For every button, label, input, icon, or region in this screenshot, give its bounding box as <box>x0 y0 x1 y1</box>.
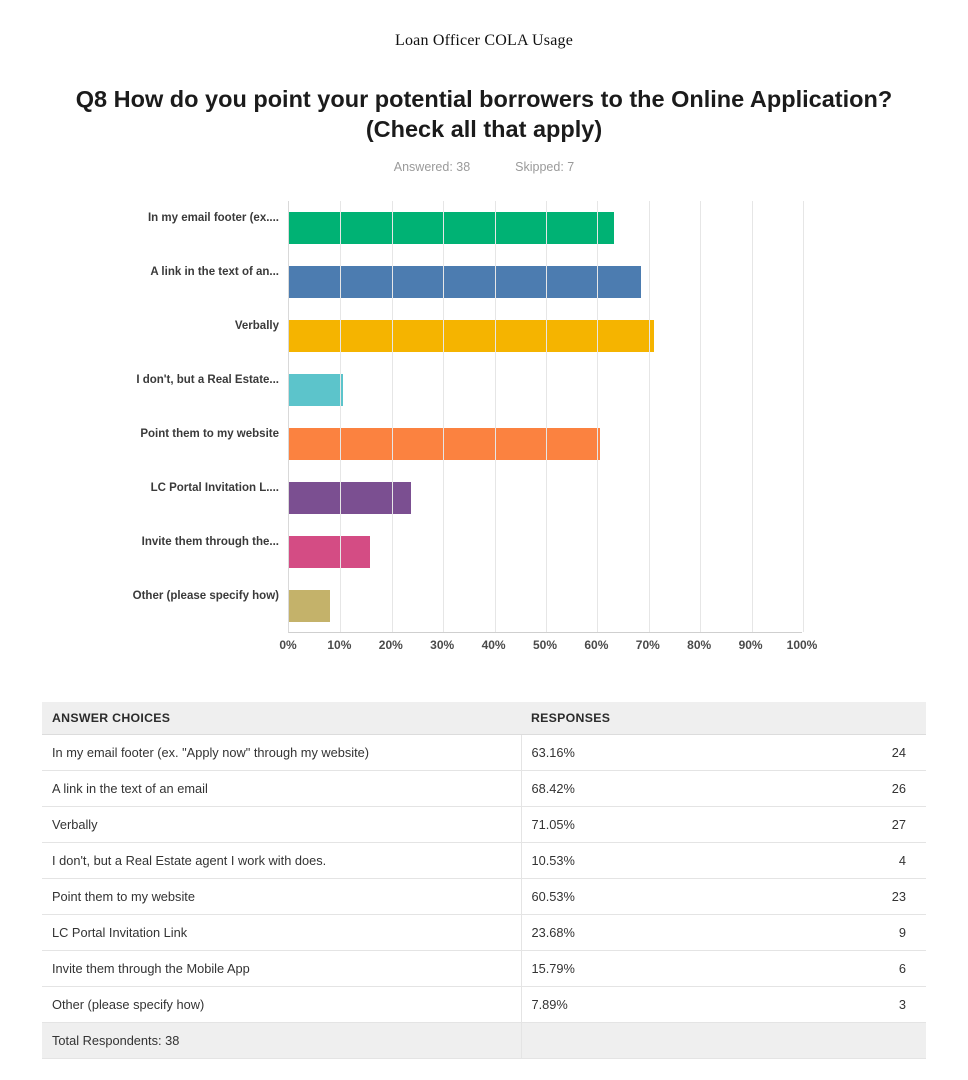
table-row <box>42 987 926 1023</box>
chart-bar <box>289 212 614 244</box>
chart-bar <box>289 374 343 406</box>
chart-category-label: Verbally <box>234 320 279 333</box>
chart-gridline <box>546 201 547 632</box>
table-row <box>42 735 926 771</box>
chart-category-label: Point them to my website <box>140 428 279 441</box>
cell-response-count: 24 <box>726 735 926 771</box>
table-row <box>42 843 926 879</box>
chart-x-axis <box>279 638 848 658</box>
chart-gridline <box>597 201 598 632</box>
cell-answer-choice: Point them to my website <box>42 879 521 915</box>
document-header: Loan Officer COLA Usage <box>394 32 574 49</box>
chart-x-tick-label: 20% <box>378 638 403 653</box>
cell-total-blank-2 <box>726 1023 926 1059</box>
table-header-row <box>42 702 926 735</box>
chart-x-tick-label: 90% <box>738 638 763 653</box>
cell-response-percent: 10.53% <box>521 843 726 879</box>
cell-response-percent: 7.89% <box>521 987 726 1023</box>
cell-response-percent: 71.05% <box>521 807 726 843</box>
cell-response-count: 26 <box>726 771 926 807</box>
chart-x-tick-label: 50% <box>532 638 558 653</box>
chart-bar <box>289 320 654 352</box>
cell-response-count: 9 <box>726 915 926 951</box>
table-row <box>42 915 926 951</box>
chart-x-tick-label: 30% <box>430 638 455 653</box>
chart-gridline <box>443 201 444 632</box>
cell-answer-choice: In my email footer (ex. "Apply now" through my website) <box>42 735 521 771</box>
cell-total-blank <box>521 1023 726 1059</box>
table-row <box>42 807 926 843</box>
chart-x-tick-label: 80% <box>687 638 712 653</box>
chart-bar <box>289 536 370 568</box>
cell-answer-choice: Other (please specify how) <box>42 987 521 1023</box>
cell-total-respondents: Total Respondents: 38 <box>42 1023 521 1059</box>
chart-gridline <box>700 201 701 632</box>
chart-x-tick-label: 10% <box>327 638 352 653</box>
chart-gridline <box>803 201 804 632</box>
chart-x-tick-label: 0% <box>279 638 297 653</box>
chart-x-tick-label: 60% <box>584 638 609 653</box>
answered-count: Answered: 38 <box>393 160 471 175</box>
cell-response-count: 4 <box>726 843 926 879</box>
chart-category-label: I don't, but a Real Estate... <box>136 374 279 387</box>
column-header-answer-choices: ANSWER CHOICES <box>42 702 521 735</box>
chart-x-tick-label: 70% <box>635 638 660 653</box>
cell-response-percent: 63.16% <box>521 735 726 771</box>
bar-chart <box>34 196 934 666</box>
chart-category-label: Invite them through the... <box>141 536 279 549</box>
chart-category-label: A link in the text of an... <box>150 266 279 279</box>
chart-gridline <box>340 201 341 632</box>
chart-x-tick-label: 40% <box>481 638 506 653</box>
chart-bar <box>289 428 600 460</box>
column-header-count <box>726 702 926 735</box>
chart-category-label: Other (please specify how) <box>132 590 279 603</box>
cell-answer-choice: LC Portal Invitation Link <box>42 915 521 951</box>
chart-gridline <box>752 201 753 632</box>
cell-response-percent: 68.42% <box>521 771 726 807</box>
table-row <box>42 771 926 807</box>
skipped-count: Skipped: 7 <box>515 160 575 175</box>
cell-answer-choice: I don't, but a Real Estate agent I work with does. <box>42 843 521 879</box>
chart-category-label: In my email footer (ex.... <box>147 212 279 225</box>
table-total-row <box>42 1023 926 1059</box>
cell-response-count: 23 <box>726 879 926 915</box>
cell-response-count: 6 <box>726 951 926 987</box>
cell-response-percent: 15.79% <box>521 951 726 987</box>
answer-choices-table <box>42 702 926 1059</box>
chart-bar <box>289 590 330 622</box>
cell-response-count: 27 <box>726 807 926 843</box>
chart-bar <box>289 266 641 298</box>
chart-gridline <box>392 201 393 632</box>
response-summary <box>0 160 968 174</box>
chart-x-tick-label: 100% <box>786 638 818 653</box>
cell-answer-choice: Verbally <box>42 807 521 843</box>
cell-answer-choice: A link in the text of an email <box>42 771 521 807</box>
table-row <box>42 951 926 987</box>
page-title: Q8 How do you point your potential borrowers to the Online Application? (Check all that apply) <box>75 86 893 143</box>
cell-response-count: 3 <box>726 987 926 1023</box>
cell-response-percent: 60.53% <box>521 879 726 915</box>
chart-category-label: LC Portal Invitation L.... <box>150 482 279 495</box>
column-header-responses: RESPONSES <box>521 702 726 735</box>
cell-answer-choice: Invite them through the Mobile App <box>42 951 521 987</box>
chart-gridline <box>495 201 496 632</box>
chart-gridline <box>649 201 650 632</box>
table-row <box>42 879 926 915</box>
chart-plot-area <box>132 201 802 633</box>
cell-response-percent: 23.68% <box>521 915 726 951</box>
